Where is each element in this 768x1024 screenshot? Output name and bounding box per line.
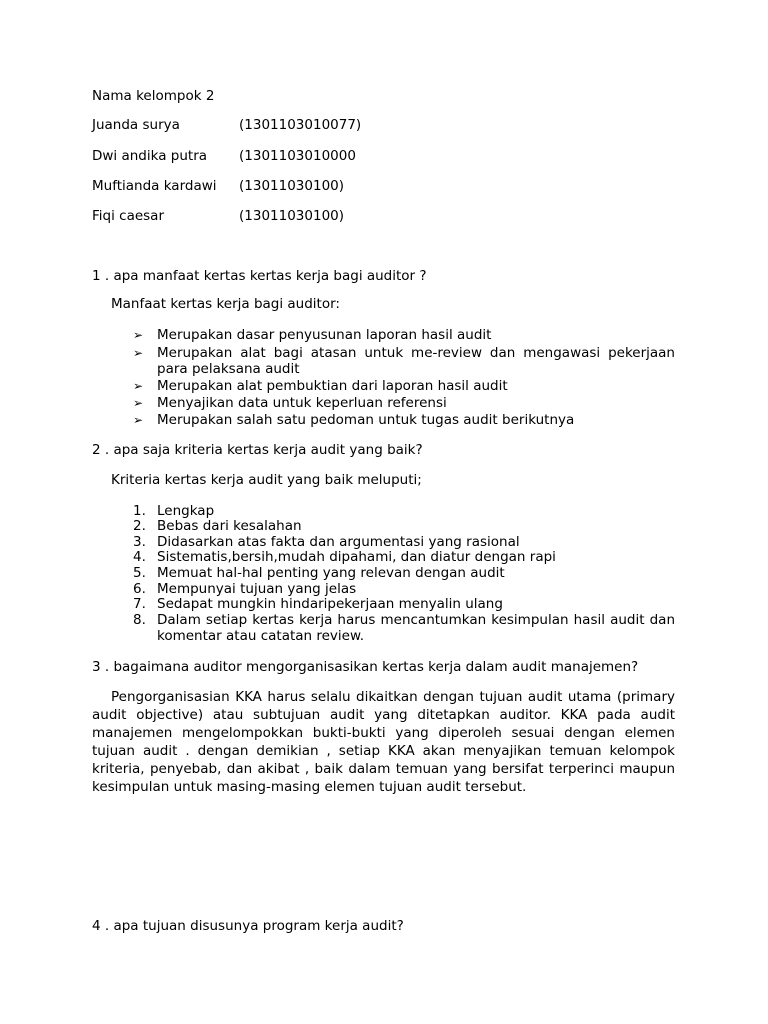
member-name: Dwi andika putra — [92, 148, 208, 164]
list-item: Memuat hal-hal penting yang relevan dengan audit — [157, 565, 505, 581]
list-item: Lengkap — [157, 503, 215, 519]
list-number: 8. — [133, 612, 146, 628]
list-number: 5. — [133, 565, 146, 581]
answer-3-paragraph: Pengorganisasian KKA harus selalu dikaitkan dengan tujuan audit utama (primary audit objective) atau subtujuan audit yang ditetapkan auditor. KKA pada audit manajemen mengelompokkan bukti-bukti yang diperoleh sesuai dengan elemen tujuan audit . dengan demikian , setiap KKA akan menyajikan temuan kelompok kriteria, penyebab, dan akibat , baik dalam temuan yang bersifat terperinci maupun kesimpulan untuk masing-masing elemen tujuan audit tersebut. — [92, 689, 675, 795]
list-number: 7. — [133, 596, 146, 612]
member-name: Fiqi caesar — [92, 208, 165, 224]
list-number: 2. — [133, 518, 146, 534]
arrow-bullet-icon: ➢ — [133, 396, 144, 410]
list-item: Sedapat mungkin hindaripekerjaan menyalin ulang — [157, 596, 503, 612]
question-3: 3 . bagaimana auditor mengorganisasikan kertas kerja dalam audit manajemen? — [92, 659, 639, 675]
arrow-bullet-icon: ➢ — [133, 346, 144, 360]
list-item: Didasarkan atas fakta dan argumentasi yang rasional — [157, 534, 520, 550]
list-item: Merupakan dasar penyusunan laporan hasil audit — [157, 327, 492, 343]
member-nim: (13011030100) — [239, 208, 345, 224]
list-item: Dalam setiap kertas kerja harus mencantumkan kesimpulan hasil audit dan komentar atau catatan review. — [157, 612, 675, 644]
answer-1-intro: Manfaat kertas kerja bagi auditor: — [111, 296, 340, 312]
member-name: Muftianda kardawi — [92, 178, 217, 194]
arrow-bullet-icon: ➢ — [133, 328, 144, 342]
list-item: Menyajikan data untuk keperluan referensi — [157, 395, 447, 411]
list-number: 1. — [133, 503, 146, 519]
list-item: Merupakan alat pembuktian dari laporan hasil audit — [157, 378, 508, 394]
member-nim: (13011030100) — [239, 178, 345, 194]
list-number: 6. — [133, 581, 146, 597]
list-item: Sistematis,bersih,mudah dipahami, dan diatur dengan rapi — [157, 549, 556, 565]
list-item: Mempunyai tujuan yang jelas — [157, 581, 357, 597]
arrow-bullet-icon: ➢ — [133, 379, 144, 393]
question-4: 4 . apa tujuan disusunya program kerja audit? — [92, 918, 404, 934]
answer-2-intro: Kriteria kertas kerja audit yang baik meluputi; — [111, 472, 422, 488]
list-number: 3. — [133, 534, 146, 550]
member-name: Juanda surya — [92, 117, 180, 133]
group-title: Nama kelompok 2 — [92, 88, 215, 104]
arrow-bullet-icon: ➢ — [133, 413, 144, 427]
question-1: 1 . apa manfaat kertas kertas kerja bagi auditor ? — [92, 268, 427, 284]
list-item: Merupakan salah satu pedoman untuk tugas audit berikutnya — [157, 412, 575, 428]
member-nim: (1301103010077) — [239, 117, 362, 133]
list-number: 4. — [133, 549, 146, 565]
list-item: Merupakan alat bagi atasan untuk me-review dan mengawasi pekerjaan para pelaksana audit — [157, 345, 675, 377]
list-item: Bebas dari kesalahan — [157, 518, 302, 534]
member-nim: (1301103010000 — [239, 148, 356, 164]
question-2: 2 . apa saja kriteria kertas kerja audit yang baik? — [92, 442, 423, 458]
